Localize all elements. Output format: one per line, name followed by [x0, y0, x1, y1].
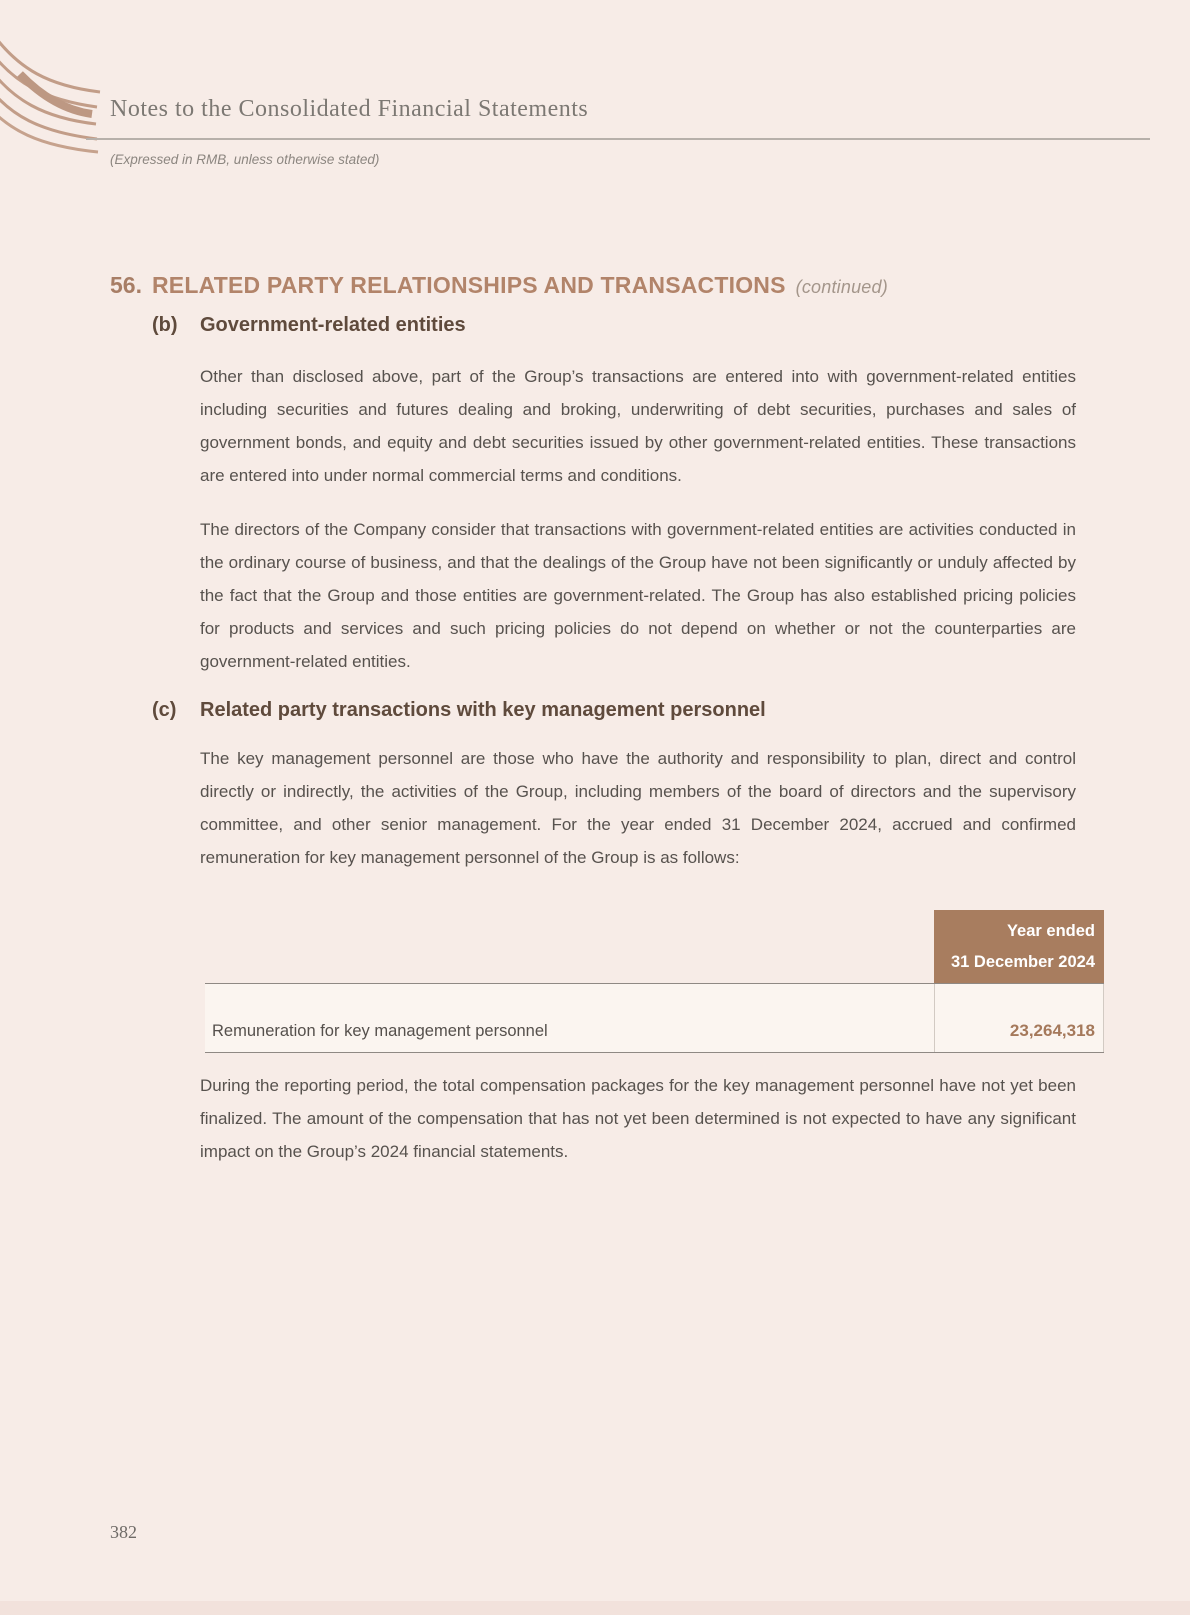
section-title-text: RELATED PARTY RELATIONSHIPS AND TRANSACTIONS: [152, 272, 786, 298]
document-title: Notes to the Consolidated Financial Statements: [110, 96, 589, 122]
table-period-header-line1: Year ended: [1006, 922, 1095, 940]
subsection-b-label: (b): [152, 314, 178, 336]
table-row-value: 23,264,318: [1009, 1021, 1095, 1040]
table-period-header: [934, 910, 1104, 983]
subsection-b-paragraph-2: The directors of the Company consider that transactions with government-related entities are activities conducted in the ordinary course of business, and that the dealings of the Group have not been significantly or unduly affected by the fact that the Group and those entities are government-related. The Group has also established pricing policies for products and services and such pricing policies do not depend on whether or not the counterparties are government-related entities.: [200, 520, 1076, 671]
table-row-label: Remuneration for key management personnel: [212, 1022, 548, 1040]
page-bottom-edge: [0, 1601, 1190, 1615]
section-heading: [110, 272, 1090, 299]
subsection-c-intro-paragraph: The key management personnel are those who have the authority and responsibility to plan, direct and control directly or indirectly, the activities of the Group, including members of the board of directors and the supervisory committee, and other senior management. For the year ended 31 December 2024, accrued and confirmed remuneration for key management personnel of the Group is as follows:: [200, 749, 1076, 867]
subsection-c-title: Related party transactions with key management personnel: [200, 699, 766, 721]
remuneration-table: [205, 910, 1104, 1054]
table-row: [205, 983, 1104, 1053]
section-number: 56.: [110, 272, 142, 298]
subsection-b-paragraph-1: Other than disclosed above, part of the Group’s transactions are entered into with government-related entities including securities and futures dealing and broking, underwriting of debt securities, purchases and sales of government bonds, and equity and debt securities issued by other government-related entities. These transactions are entered into under normal commercial terms and conditions.: [200, 367, 1076, 485]
section-continued-label: (continued): [795, 277, 888, 297]
section-title: [152, 272, 888, 299]
table-value-cell: [934, 984, 1104, 1052]
subsection-c-note-paragraph: During the reporting period, the total compensation packages for the key management personnel have not yet been finalized. The amount of the compensation that has not yet been determined is not expected to have any significant impact on the Group’s 2024 financial statements.: [200, 1076, 1076, 1161]
subsection-c-label: (c): [152, 699, 177, 721]
page-number: 382: [110, 1522, 137, 1542]
subsection-b-title: Government-related entities: [200, 314, 466, 336]
header-divider: [86, 138, 1150, 140]
table-period-header-line2: 31 December 2024: [950, 953, 1095, 971]
currency-note: (Expressed in RMB, unless otherwise stated): [110, 152, 380, 167]
subsection-b-heading: [152, 314, 1082, 337]
subsection-c-heading: [152, 699, 1082, 722]
